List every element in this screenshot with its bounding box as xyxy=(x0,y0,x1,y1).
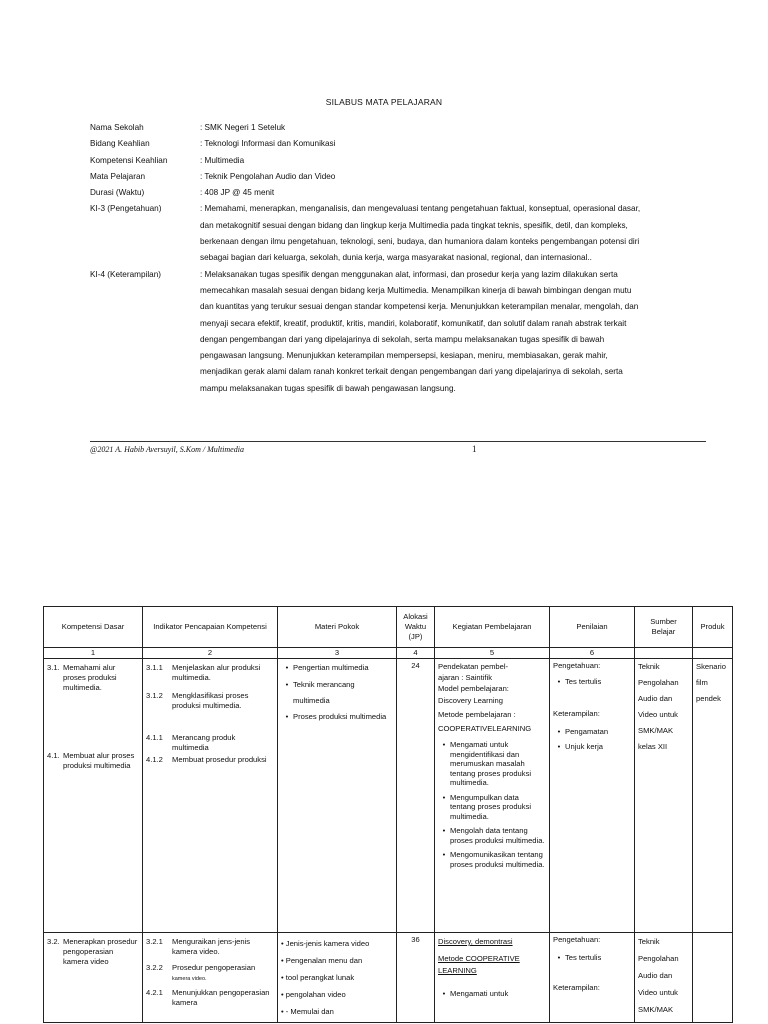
col-number: 3 xyxy=(278,648,397,659)
col-header: Materi Pokok xyxy=(278,607,397,648)
indicator-text: Mengklasifikasi proses produksi multimedia. xyxy=(172,691,249,710)
col-header: Indikator Pencapaian Kompetensi xyxy=(143,607,278,648)
info-row-field xyxy=(90,136,710,152)
info-value-cont: memecahkan masalah sesuai dengan bidang kerja Multimedia. Menampilkan kinerja di bawah bimbingan dengan mutu xyxy=(200,285,632,295)
col-number xyxy=(635,648,693,659)
info-row-ki3 xyxy=(90,201,710,266)
penilaian-cell xyxy=(550,933,635,1023)
list-item: • Tes tertulis xyxy=(557,953,602,962)
col-number: 1 xyxy=(44,648,143,659)
indicator-number: 3.2.2 xyxy=(146,963,163,972)
list-item: • Unjuk kerja xyxy=(557,742,603,751)
kd-number: 3.2. xyxy=(47,937,60,946)
table-row xyxy=(44,933,733,1023)
indicator-number: 3.1.1 xyxy=(146,663,163,672)
col-header: Alokasi Waktu (JP) xyxy=(397,607,435,648)
info-value: : Memahami, menerapkan, menganalisis, dan mengevaluasi tentang pengetahuan faktual, konseptual, operasional dasar, xyxy=(200,204,641,214)
syllabus-table xyxy=(43,606,733,1023)
indicator-number: 4.1.1 xyxy=(146,733,163,742)
list-item: • Pengertian multimedia xyxy=(285,663,369,672)
indicator-item xyxy=(146,691,274,711)
indicator-cell xyxy=(143,659,278,933)
col-number: 6 xyxy=(550,648,635,659)
kegiatan-line: Metode pembelajaran : xyxy=(438,710,516,719)
footer-credit: @2021 A. Habib Aversuyil, S.Kom / Multimedia xyxy=(90,445,244,454)
list-item: • pengolahan video xyxy=(281,990,346,999)
info-label: Durasi (Waktu) xyxy=(90,188,145,198)
kd-text: Menerapkan prosedur pengoperasian kamera video xyxy=(63,937,138,966)
kegiatan-line: Model pembelajaran: xyxy=(438,684,509,693)
list-item: • Tes tertulis xyxy=(557,677,602,686)
list-item: • Mengamati untuk xyxy=(442,989,509,998)
col-header: Sumber Belajar xyxy=(635,607,693,648)
produk-cell xyxy=(693,933,733,1023)
info-value: : Teknologi Informasi dan Komunikasi xyxy=(200,139,336,149)
info-value-cont: pengawasan langsung. Menunjukkan keterampilan mempersepsi, kesiapan, meniru, membiasakan, gerak mahir, xyxy=(200,351,608,361)
alokasi-cell: 24 xyxy=(397,659,435,933)
info-value-cont: mampu melaksanakan tugas spesifik di bawah pengawasan langsung. xyxy=(200,383,456,393)
info-value: : Teknik Pengolahan Audio dan Video xyxy=(200,171,336,181)
indicator-item xyxy=(146,937,274,957)
indicator-number: 3.1.2 xyxy=(146,691,163,700)
penilaian-label: Keterampilan: xyxy=(553,709,600,718)
kd-item xyxy=(47,663,139,693)
kegiatan-cell xyxy=(435,659,550,933)
list-item: • Pengamatan xyxy=(557,727,609,736)
list-item: • Proses produksi multimedia xyxy=(285,712,387,721)
info-label: Mata Pelajaran xyxy=(90,171,146,181)
penilaian-label: Pengetahuan: xyxy=(553,661,601,670)
col-number xyxy=(693,648,733,659)
info-row-school xyxy=(90,120,710,136)
info-value-cont: menyaji secara efektif, kreatif, produktif, kritis, mandiri, kolaboratif, komunikatif, dan solutif dalam ranah abstrak terkait xyxy=(200,318,627,328)
kd-cell xyxy=(44,659,143,933)
info-row-competency xyxy=(90,153,710,169)
table-number-row xyxy=(44,648,733,659)
kd-text: Membuat alur proses produksi multimedia xyxy=(63,751,135,770)
indicator-text: Menjelaskan alur produksi multimedia. xyxy=(172,663,261,682)
list-item: • Teknik merancang multimedia xyxy=(285,680,355,705)
info-label: Kompetensi Keahlian xyxy=(90,155,168,165)
table-header-row xyxy=(44,607,733,648)
materi-cell xyxy=(278,659,397,933)
info-block xyxy=(90,120,710,397)
indicator-cell xyxy=(143,933,278,1023)
kegiatan-line: Discovery, demontrasi xyxy=(438,937,513,946)
kd-number: 4.1. xyxy=(47,751,60,760)
alokasi-cell: 36 xyxy=(397,933,435,1023)
info-value: : Multimedia xyxy=(200,155,245,165)
indicator-text: Prosedur pengoperasian kamera video. xyxy=(172,963,256,982)
list-item: • - Memulai dan xyxy=(281,1007,334,1016)
indicator-item xyxy=(146,663,274,683)
kegiatan-line: ajaran : Saintifik xyxy=(438,673,493,682)
col-header: Penilaian xyxy=(550,607,635,648)
info-value-cont: berkenaan dengan ilmu pengetahuan, teknologi, seni, budaya, dan humaniora dalam konteks pengembangan potensi diri xyxy=(200,237,640,247)
penilaian-label: Pengetahuan: xyxy=(553,935,601,944)
info-label: KI-3 (Pengetahuan) xyxy=(90,204,162,214)
list-item: • Mengolah data tentang proses produksi multimedia. xyxy=(442,826,545,845)
info-label: Bidang Keahlian xyxy=(90,139,150,149)
produk-cell: Skenario film pendek xyxy=(693,659,733,933)
kd-item xyxy=(47,751,139,771)
penilaian-cell xyxy=(550,659,635,933)
info-value-cont: sebagai bagian dari keluarga, sekolah, dunia kerja, warga masyarakat nasional, regional, dan internasional.. xyxy=(200,253,592,263)
indicator-number: 3.2.1 xyxy=(146,937,163,946)
kd-text: Memahami alur proses produksi multimedia. xyxy=(63,663,117,692)
info-row-duration xyxy=(90,185,710,201)
col-header: Kompetensi Dasar xyxy=(44,607,143,648)
materi-cell xyxy=(278,933,397,1023)
document-title: SILABUS MATA PELAJARAN xyxy=(325,97,443,107)
sumber-cell: Teknik Pengolahan Audio dan Video untuk SMK/MAK xyxy=(635,933,693,1023)
kd-item xyxy=(47,937,139,967)
info-value: : SMK Negeri 1 Seteluk xyxy=(200,123,286,132)
penilaian-label: Keterampilan: xyxy=(553,983,600,992)
indicator-item xyxy=(146,755,274,765)
footer-divider xyxy=(90,441,706,442)
list-item: • tool perangkat lunak xyxy=(281,973,355,982)
info-value-cont: dan metakognitif sesuai dengan bidang dan lingkup kerja Multimedia pada tingkat teknis, spesifik, detil, dan kompleks, xyxy=(200,220,628,230)
col-header: Kegiatan Pembelajaran xyxy=(435,607,550,648)
indicator-text: Membuat prosedur produksi xyxy=(172,755,267,764)
info-value: : 408 JP @ 45 menit xyxy=(200,188,275,198)
table-row xyxy=(44,659,733,933)
indicator-item xyxy=(146,963,274,984)
kegiatan-line: COOPERATIVELEARNING xyxy=(438,724,532,733)
info-value-cont: menjadikan gerak alami dalam ranah konkret terkait dengan pengembangan dari yang dipelajarinya di sekolah, serta xyxy=(200,367,623,377)
indicator-text: Menguraikan jens-jenis kamera video. xyxy=(172,937,251,956)
info-value-cont: dengan pengembangan dari yang dipelajarinya di sekolah, serta mampu melaksanakan tugas spesifik di bawah xyxy=(200,334,605,344)
indicator-item xyxy=(146,988,274,1008)
list-item: • Mengumpulkan data tentang proses produksi multimedia. xyxy=(442,792,532,821)
info-label: KI-4 (Keterampilan) xyxy=(90,269,161,279)
indicator-text: Menunjukkan pengoperasian kamera xyxy=(172,988,270,1007)
kd-number: 3.1. xyxy=(47,663,60,672)
info-value-cont: dan kuantitas yang terukur sesuai dengan standar kompetensi kerja. Menunjukkan keterampilan menalar, mengolah, dan xyxy=(200,302,639,312)
info-row-subject xyxy=(90,169,710,185)
list-item: • Mengamati untuk mengidentifikasi dan merumuskan masalah tentang proses produksi multimedia. xyxy=(442,740,532,787)
col-number: 4 xyxy=(397,648,435,659)
col-header: Produk xyxy=(693,607,733,648)
col-number: 5 xyxy=(435,648,550,659)
info-row-ki4 xyxy=(90,267,710,397)
list-item: • Mengomunikasikan tentang proses produksi multimedia. xyxy=(442,850,545,869)
info-label: Nama Sekolah xyxy=(90,123,144,132)
indicator-number: 4.2.1 xyxy=(146,988,163,997)
indicator-item xyxy=(146,733,274,753)
list-item: • Pengenalan menu dan xyxy=(281,956,363,965)
kd-cell xyxy=(44,933,143,1023)
kegiatan-cell xyxy=(435,933,550,1023)
info-value: : Melaksanakan tugas spesifik dengan menggunakan alat, informasi, dan prosedur kerja yang lazim dilakukan serta xyxy=(200,269,618,279)
kegiatan-line: Metode COOPERATIVE LEARNING xyxy=(438,954,520,975)
kegiatan-line: Discovery Learning xyxy=(438,696,503,705)
indicator-text: Merancang produk multimedia xyxy=(172,733,236,752)
list-item: • Jenis-jenis kamera video xyxy=(281,939,370,948)
col-number: 2 xyxy=(143,648,278,659)
kegiatan-line: Pendekatan pembel- xyxy=(438,662,509,671)
sumber-cell: Teknik Pengolahan Audio dan Video untuk SMK/MAK kelas XII xyxy=(635,659,693,933)
indicator-number: 4.1.2 xyxy=(146,755,163,764)
page-number: 1 xyxy=(472,444,477,454)
